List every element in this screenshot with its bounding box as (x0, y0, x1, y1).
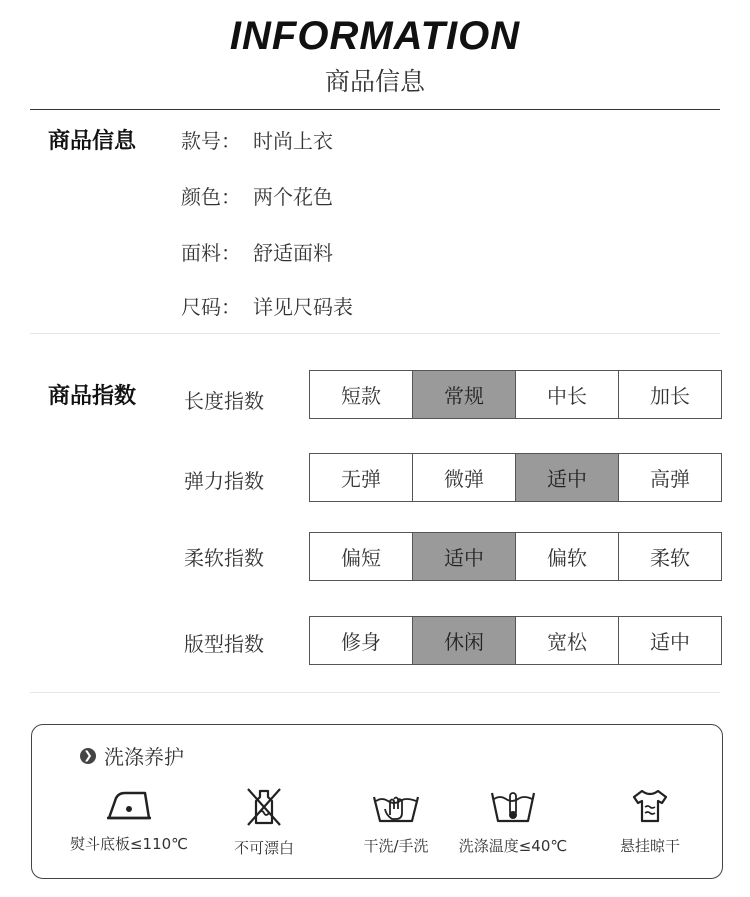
scale-option: 宽松 (515, 617, 618, 664)
scale-option: 修身 (341, 630, 381, 654)
section-divider (30, 333, 720, 334)
chevron-right-icon: ❯ (80, 748, 96, 764)
section-divider (30, 692, 720, 693)
care-item-wash-temp (438, 787, 588, 856)
scale-option: 中长 (515, 371, 618, 418)
hand-wash-icon (370, 787, 422, 825)
info-value: 舒适面料 (253, 241, 333, 265)
scale-option: 偏短 (341, 546, 381, 570)
scale-option: 无弹 (341, 467, 381, 491)
care-header (80, 741, 184, 770)
care-caption: 悬挂晾干 (619, 837, 680, 855)
scale-option: 柔软 (618, 533, 721, 580)
care-caption: 熨斗底板≤110℃ (69, 835, 189, 853)
length-index-scale (309, 370, 722, 419)
info-row-size (181, 291, 353, 320)
info-label: 颜色： (181, 185, 241, 209)
care-item-iron (54, 787, 204, 854)
info-label: 尺码： (181, 295, 241, 319)
softness-index-scale (309, 532, 722, 581)
product-index-title: 商品指数 (48, 384, 137, 409)
page-title: INFORMATION (229, 14, 521, 58)
product-info-title: 商品信息 (48, 129, 137, 154)
elasticity-index-label: 弹力指数 (184, 469, 264, 493)
info-value: 两个花色 (253, 185, 333, 209)
scale-option: 适中 (618, 617, 721, 664)
info-value: 详见尺码表 (253, 295, 353, 319)
scale-option-selected: 适中 (515, 454, 618, 501)
no-bleach-icon (240, 787, 288, 827)
scale-option: 微弹 (412, 454, 515, 501)
care-caption: 干洗/手洗 (363, 837, 429, 855)
fit-index-label: 版型指数 (184, 632, 264, 656)
scale-option-selected: 休闲 (412, 617, 515, 664)
care-panel (31, 724, 723, 879)
care-caption: 洗涤温度≤40℃ (458, 837, 568, 855)
scale-option-selected: 常规 (412, 371, 515, 418)
care-item-no-bleach (189, 787, 339, 858)
length-index-label: 长度指数 (184, 389, 264, 413)
care-title: 洗涤养护 (104, 745, 184, 769)
softness-index-label: 柔软指数 (184, 546, 264, 570)
wash-temp-icon (488, 787, 538, 825)
scale-option: 偏软 (515, 533, 618, 580)
page-subtitle: 商品信息 (324, 67, 425, 96)
info-row-color (181, 181, 333, 210)
elasticity-index-scale (309, 453, 722, 502)
info-value: 时尚上衣 (253, 129, 333, 153)
info-row-fabric (181, 237, 333, 266)
scale-option: 高弹 (618, 454, 721, 501)
care-caption: 不可漂白 (233, 839, 294, 857)
iron-icon (105, 787, 153, 823)
header-divider (30, 109, 720, 110)
scale-option-selected: 适中 (412, 533, 515, 580)
info-label: 面料： (181, 241, 241, 265)
scale-option: 加长 (618, 371, 721, 418)
info-label: 款号： (181, 129, 241, 153)
info-row-style (181, 125, 333, 154)
hang-dry-icon (628, 787, 672, 825)
scale-option: 短款 (341, 384, 381, 408)
care-item-hang-dry (575, 787, 725, 856)
fit-index-scale (309, 616, 722, 665)
